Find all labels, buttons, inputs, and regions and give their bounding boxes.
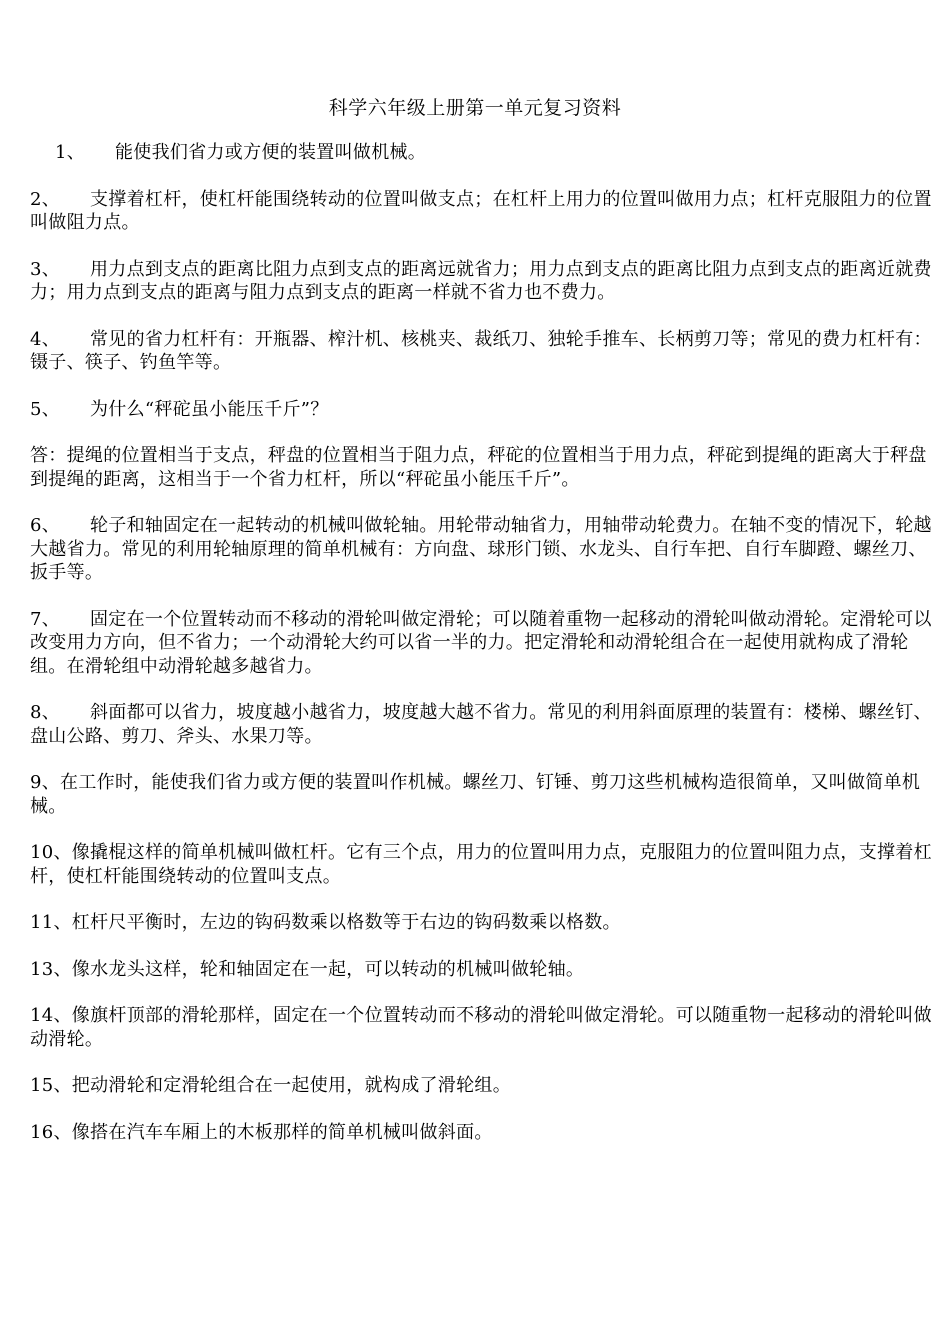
answer-paragraph xyxy=(30,444,935,491)
list-item xyxy=(30,514,935,585)
item-number: 3、 xyxy=(30,258,61,280)
item-text: 14、像旗杆顶部的滑轮那样，固定在一个位置转动而不移动的滑轮叫做定滑轮。可以随重物一起移动的滑轮叫做动滑轮。 xyxy=(30,1005,932,1050)
item-number: 8、 xyxy=(30,702,61,723)
item-text: 能使我们省力或方便的装置叫做机械。 xyxy=(115,142,427,163)
item-text: 固定在一个位置转动而不移动的滑轮叫做定滑轮；可以随着重物一起移动的滑轮叫做动滑轮。定滑轮可以改变用力方向，但不省力；一个动滑轮大约可以省一半的力。把定滑轮和动滑轮组合在一起使用就构成了滑轮组。在滑轮组中动滑轮越多越省力。 xyxy=(30,608,932,677)
list-item xyxy=(30,328,935,375)
item-number: 7、 xyxy=(30,608,61,630)
item-text: 11、杠杆尺平衡时，左边的钩码数乘以格数等于右边的钩码数乘以格数。 xyxy=(30,912,621,933)
item-text: 支撑着杠杆，使杠杆能围绕转动的位置叫做支点；在杠杆上用力的位置叫做用力点；杠杆克服阻力的位置叫做阻力点。 xyxy=(30,188,932,233)
item-text: 用力点到支点的距离比阻力点到支点的距离远就省力；用力点到支点的距离比阻力点到支点的距离近就费力；用力点到支点的距离与阻力点到支点的距离一样就不省力也不费力。 xyxy=(30,258,932,303)
item-text: 9、在工作时，能使我们省力或方便的装置叫作机械。螺丝刀、钉锤、剪刀这些机械构造很简单，又叫做简单机械。 xyxy=(30,772,921,817)
item-text: 13、像水龙头这样，轮和轴固定在一起，可以转动的机械叫做轮轴。 xyxy=(30,958,585,980)
list-item xyxy=(30,841,935,888)
item-text: 常见的省力杠杆有：开瓶器、榨汁机、核桃夹、裁纸刀、独轮手推车、长柄剪刀等；常见的费力杠杆有：镊子、筷子、钓鱼竿等。 xyxy=(30,328,932,373)
document-body xyxy=(30,141,935,1167)
list-item xyxy=(30,398,935,422)
list-item xyxy=(30,258,935,305)
list-item xyxy=(30,608,935,679)
item-number: 5、 xyxy=(30,398,61,420)
list-item xyxy=(30,1074,935,1098)
list-item xyxy=(30,911,935,935)
list-item xyxy=(30,701,935,748)
list-item xyxy=(30,1004,935,1051)
list-item xyxy=(30,141,935,165)
list-item xyxy=(30,958,935,982)
item-number: 2、 xyxy=(30,188,61,210)
item-number: 1、 xyxy=(55,142,86,163)
item-number: 6、 xyxy=(30,515,61,536)
list-item xyxy=(30,1121,935,1145)
item-text: 为什么“秤砣虽小能压千斤”？ xyxy=(90,398,329,420)
list-item xyxy=(30,771,935,818)
item-text: 轮子和轴固定在一起转动的机械叫做轮轴。用轮带动轴省力，用轴带动轮费力。在轴不变的情况下，轮越大越省力。常见的利用轮轴原理的简单机械有：方向盘、球形门锁、水龙头、自行车把、自行车脚蹬、螺丝刀、扳手等。 xyxy=(30,515,932,583)
document-title: 科学六年级上册第一单元复习资料 xyxy=(328,97,622,119)
item-text: 斜面都可以省力，坡度越小越省力，坡度越大越不省力。常见的利用斜面原理的装置有：楼梯、螺丝钉、盘山公路、剪刀、斧头、水果刀等。 xyxy=(30,702,932,747)
item-text: 答：提绳的位置相当于支点，秤盘的位置相当于阻力点，秤砣的位置相当于用力点，秤砣到提绳的距离大于秤盘到提绳的距离，这相当于一个省力杠杆，所以“秤砣虽小能压千斤”。 xyxy=(30,445,927,490)
item-number: 4、 xyxy=(30,328,61,350)
item-text: 10、像撬棍这样的简单机械叫做杠杆。它有三个点，用力的位置叫用力点，克服阻力的位置叫阻力点，支撑着杠杆，使杠杆能围绕转动的位置叫支点。 xyxy=(30,842,932,887)
item-text: 16、像搭在汽车车厢上的木板那样的简单机械叫做斜面。 xyxy=(30,1121,493,1143)
item-text: 15、把动滑轮和定滑轮组合在一起使用，就构成了滑轮组。 xyxy=(30,1075,512,1096)
list-item xyxy=(30,188,935,235)
